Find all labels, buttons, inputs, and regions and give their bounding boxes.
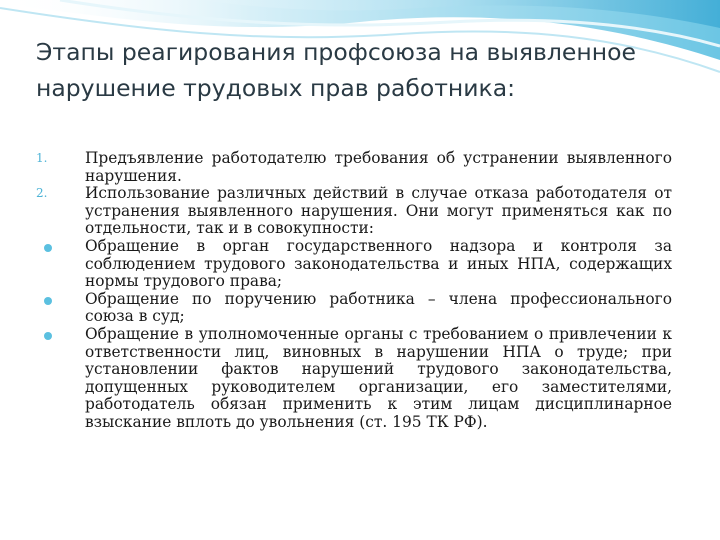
list-item-1 <box>36 150 672 185</box>
list-item-4 <box>36 291 672 326</box>
list-item-text: Использование различных действий в случае отказа работодателя от устранения выявленного нарушения. Они могут применяться как по отдельности, так и в совокупности: <box>85 184 672 238</box>
list-item-text: Обращение в орган государственного надзора и контроля за соблюдением трудового законодательства и иных НПА, содержащих нормы трудового права; <box>85 236 672 291</box>
content-list <box>36 150 672 432</box>
bullet-icon <box>44 332 52 340</box>
list-number: 2. <box>36 186 48 201</box>
list-item-text: Предъявление работодателю требования об устранении выявленного нарушения. <box>85 149 672 185</box>
bullet-icon <box>44 244 52 252</box>
slide-title: Этапы реагирования профсоюза на выявленное нарушение трудовых прав работника: <box>36 38 636 102</box>
list-item-text: Обращение в уполномоченные органы с требованием о привлечении к ответственности лиц, виновных в нарушении НПА о труде; при установлении фактов нарушений трудового законодательства, допущенных руководителем организации, его заместителями, работодатель обязан применить к этим лицам дисциплинарное взыскание вплоть до увольнения (ст. 195 ТК РФ). <box>85 324 672 431</box>
list-item-3 <box>36 238 672 291</box>
list-item-2 <box>36 185 672 238</box>
list-item-5 <box>36 326 672 432</box>
list-item-text: Обращение по поручению работника – члена профессионального союза в суд; <box>85 289 672 326</box>
bullet-icon <box>44 297 52 305</box>
list-number: 1. <box>36 151 48 165</box>
